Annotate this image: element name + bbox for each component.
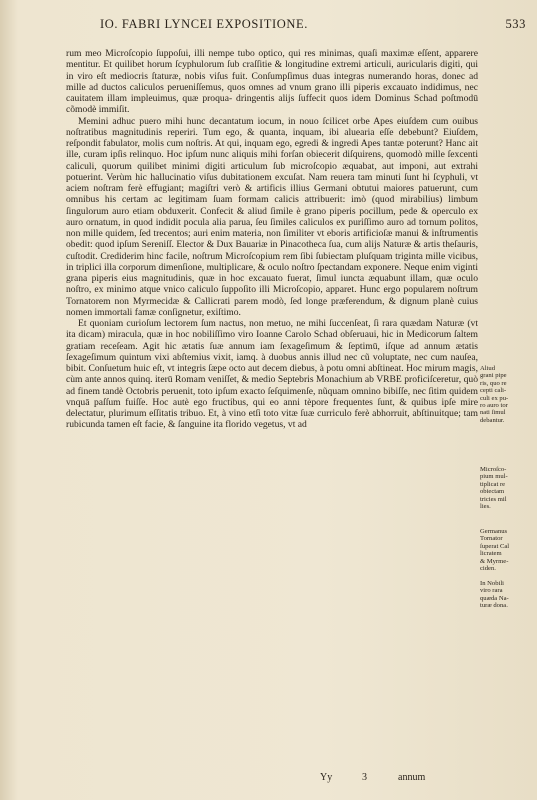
margin-note-in-nobili: In Nobili viro rara quæda Na- turæ dona. (480, 580, 509, 610)
catchword: annum (398, 772, 426, 783)
paragraph-1: rum meo Microſcopio ſuppoſui, illi nempe tubo optico, qui res minimas, quaſi maximæ eſſent, apparere mentitur. Et quilibet horum ſcyphulorum ſub craſſitie & longitudine extremi articuli, auricularis digiti, qui in viro eſt mediocris ſtaturæ, nobis viſus fuit. Conſumpſimus duas integras numerando horas, donec ad mille ad ductos caliculos perueniſſemus, quos omnes ad vnum grano illi piperis excauato indidimus, nec cauitatem illam impleuimus, quæ proqua- dringentis alijs ſuffecit quos idem Dominus Schad poſtmodū cõmodè immiſit. (66, 48, 478, 116)
page-number: 533 (505, 17, 526, 31)
margin-note-germanus: Germanus Tornator ſuperat Cal licratem & Myrme- ciden. (480, 528, 510, 573)
paragraph-3: Et quoniam curioſum lectorem ſum nactus, non metuo, ne mihi ſuccenſeat, ſi rara quædam Naturæ (vt ita dicam) miracula, quæ in hoc nobiliſſimo viro Ioanne Carolo Schad obſeruaui, hic in Medicorum ſaltem gratiam receſeam. Agit hic ætatis ſuæ annum iam ſexageſimum & ſeptimū, iſque ad annum ætatis ſexageſimum quintum vixi abſtemius vixit, iamq. à duobus annis illud nec cũ voluptate, nec cum nauſea, bibit. Conſuetum huic eſt, vt integris ſæpe octo aut decem diebus, à potu omni abſtineat. Hoc mirum magis, cùm ante annos quinq. iterū Romam veniſſet, & medio Septebris Monachium ab VRBE proficiſceretur, quò ad finem tandè Octobris peruenit, toto ipſum exacto ſeſquimenſe, nũquam omnino bibiſſe, nec ſitim quidem vnquā paſſum fuiſſe. Hoc autè ego fructibus, qui eo anni tèpore frequentes ſunt, & quibus ipſe mire delectatur, plurimum eſſitatis tribuo. Et, à vino etſi toto vitæ ſuæ curriculo ferè abhorruit, abſtinuitque; tam rubicunda tamen eſt facie, & ſanguine ita florido vegetus, vt ad (66, 318, 478, 431)
margin-note-aliud: Aliud grani pipe ris, quo re cepti cali- culi ex pu- ro auro tor nati ſimul debantur. (480, 365, 509, 424)
signature-number: 3 (362, 772, 367, 783)
paragraph-2: Memini adhuc puero mihi hunc decantatum iocum, in nouo ſcilicet orbe Apes eiuſdem cum ouibus noſtratibus magnitudinis reperiri. Tum ego, & quanta, inquam, ibi aluearia eſſe debebunt? Eiuſdem, reſpondit fabulator, molis cum noſtris. At qui, inquam ego, egredi & ingredi Apes tantæ poterunt? Hanc ait ille, curam ipſis relinquo. Hoc ipſum nunc aliquis mihi forſan obiecerit diſquirens, quomodò mille ſexcenti caliculi, quorum quilibet minimi digiti articulum ſub microſcopio æquabat, aut imponi, aut extrahi potuerint. Verùm hic hallucinatio viſus dubitationem excuſat. Nam reuera tam minuti ſunt hi ſcyphuli, vt aciem noſtram ferè effugiant; magiſtri verò & artificis illius Germani obtutui maiores patuerunt, cum omnibus his certam ac legitimam ſuam formam calicis attribuerit: imò (quod mirabilius) limbum ſingulorum auro etiam obduxerit. Confecit & aliud ſimile è grano piperis pocillum, pede & operculo ex auro ornatum, in quod indidit pocula alia parua, ſeu ſimiles caliculos ex puriſſimo auro ad tornum politos, non mille quidem, ſed trecentos; auri enim materia, non ſimiliter vt eboris artificioſæ manui & inſtrumentis obedit: quod ipſum Sereniſſ. Elector & Dux Bauariæ in Pinacotheca ſua, cum alijs Naturæ & artis theſauris, cuſtodit. Crediderim hinc facile, noſtrum Microſcopium rem ſibi ſubiectam pluſquam triginta mille vicibus, in triplici illa corporum dimenſione, multiplicare, & oculo noſtro ſpectandam exponere. Neque enim viginti grana piperis eius magnitudinis, quæ in hoc excauato fuerat, ſimul iuncta æquabunt illam, quæ oculo noſtro, ex minimo atque vnico caliculo ſuppoſito illi Microſcopio, apparet. Hunc ergo popularem noſtrum Tornatorem non Myrmecidæ & Callicrati parem modò, ſed longe præferendum, & dignum planè cuius nomen immortali famæ conſignetur, exiſtimo. (66, 115, 478, 318)
signature-mark: Yy (320, 772, 333, 783)
running-title: IO. FABRI LYNCEI EXPOSITIONE. (100, 17, 308, 31)
margin-note-microscopium: Microſco- pium mul- tiplicat re obiectam tricies mil lies. (480, 466, 508, 511)
main-text (66, 48, 478, 431)
running-header (70, 17, 530, 33)
